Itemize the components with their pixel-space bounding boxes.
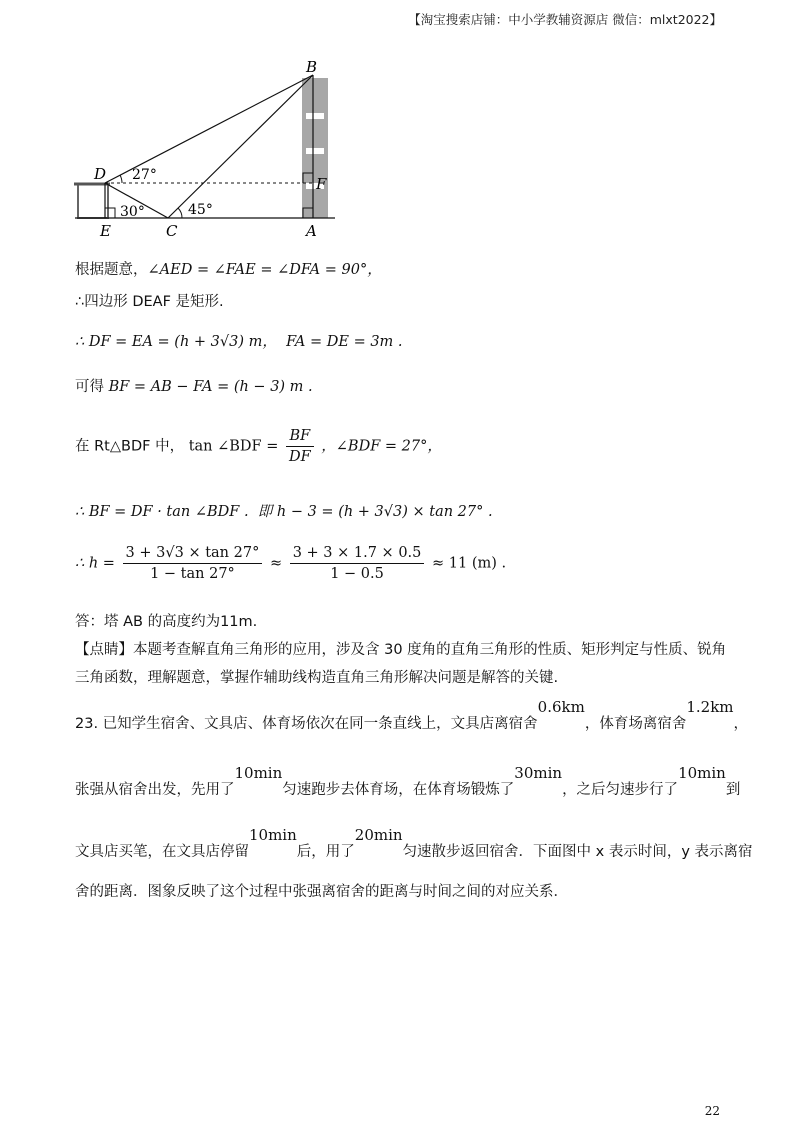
h-fraction-2: $\frac{3 + 3 \times 1.7 \times 0.5}{1 - 0.5}$ — [290, 545, 425, 582]
angle-30: 30° — [120, 204, 145, 220]
question-line-4: 舍的距离．图象反映了这个过程中张强离宿舍的距离与时间之间的对应关系． — [75, 884, 568, 900]
label-D: D — [94, 165, 107, 183]
question-line-1: 23. 已知学生宿舍、文具店、体育场依次在同一条直线上，文具店离宿舍0.6km，体育场离宿舍1.2km， — [75, 698, 749, 732]
label-E: E — [100, 222, 111, 238]
question-line-3: 文具店买笔，在文具店停留10min后，用了20min匀速散步返回宿舍．下面图中 x 表示时间，y 表示离宿 — [75, 826, 753, 860]
solution-line-1: 根据题意，∠AED = ∠FAE = ∠DFA = 90°， — [75, 262, 382, 278]
solution-line-5: 在 Rt△BDF 中， tan ∠BDF = $\frac{BF}{DF}$ ，∠BDF = 27°， — [75, 428, 442, 465]
page-header: 【淘宝搜索店铺：中小学教辅资源店 微信：mlxt2022】 — [408, 12, 722, 27]
comment-paragraph: 【点睛】本题考查解直角三角形的应用，涉及含 30 度角的直角三角形的性质、矩形判定与性质、锐角三角函数，理解题意，掌握作辅助线构造直角三角形解决问题是解答的关键. — [75, 642, 727, 686]
building-shape — [78, 184, 108, 218]
question-line-2: 张强从宿舍出发，先用了10min匀速跑步去体育场，在体育场锻炼了30min，之后匀速步行了10min到 — [75, 764, 741, 798]
solution-line-4: 可得 BF = AB − FA = (h − 3) m . — [75, 379, 313, 395]
page-number: 22 — [704, 1104, 720, 1118]
tan-fraction: $\frac{BF}{DF}$ — [286, 428, 314, 465]
angle-45: 45° — [188, 202, 213, 218]
angle-27: 27° — [132, 167, 157, 183]
label-B: B — [306, 58, 318, 76]
solution-line-3: ∴ DF = EA = (h + 3√3) m， FA = DE = 3m . — [75, 334, 403, 350]
label-F: F — [316, 175, 327, 193]
answer-line: 答：塔 AB 的高度约为11m. — [75, 614, 258, 630]
label-C: C — [166, 222, 178, 238]
geometry-figure — [70, 58, 345, 238]
h-fraction-1: $\frac{3 + 3√3 \times \tan 27^\circ}{1 - \tan 27^\circ}$ — [123, 545, 263, 582]
label-A: A — [306, 222, 317, 238]
solution-line-6: ∴ BF = DF · tan ∠BDF . 即 h − 3 = (h + 3√3) × tan 27° . — [75, 504, 493, 520]
solution-line-7: ∴ h = $\frac{3 + 3√3 \times \tan 27^\circ}{1 - \tan 27^\circ}$ ≈ $\frac{3 + 3 \times 1.7 \times 0.5}{1 - 0.5}$ ≈ 11 (m) . — [75, 545, 507, 582]
solution-line-2: ∴四边形 DEAF 是矩形. — [75, 294, 224, 310]
